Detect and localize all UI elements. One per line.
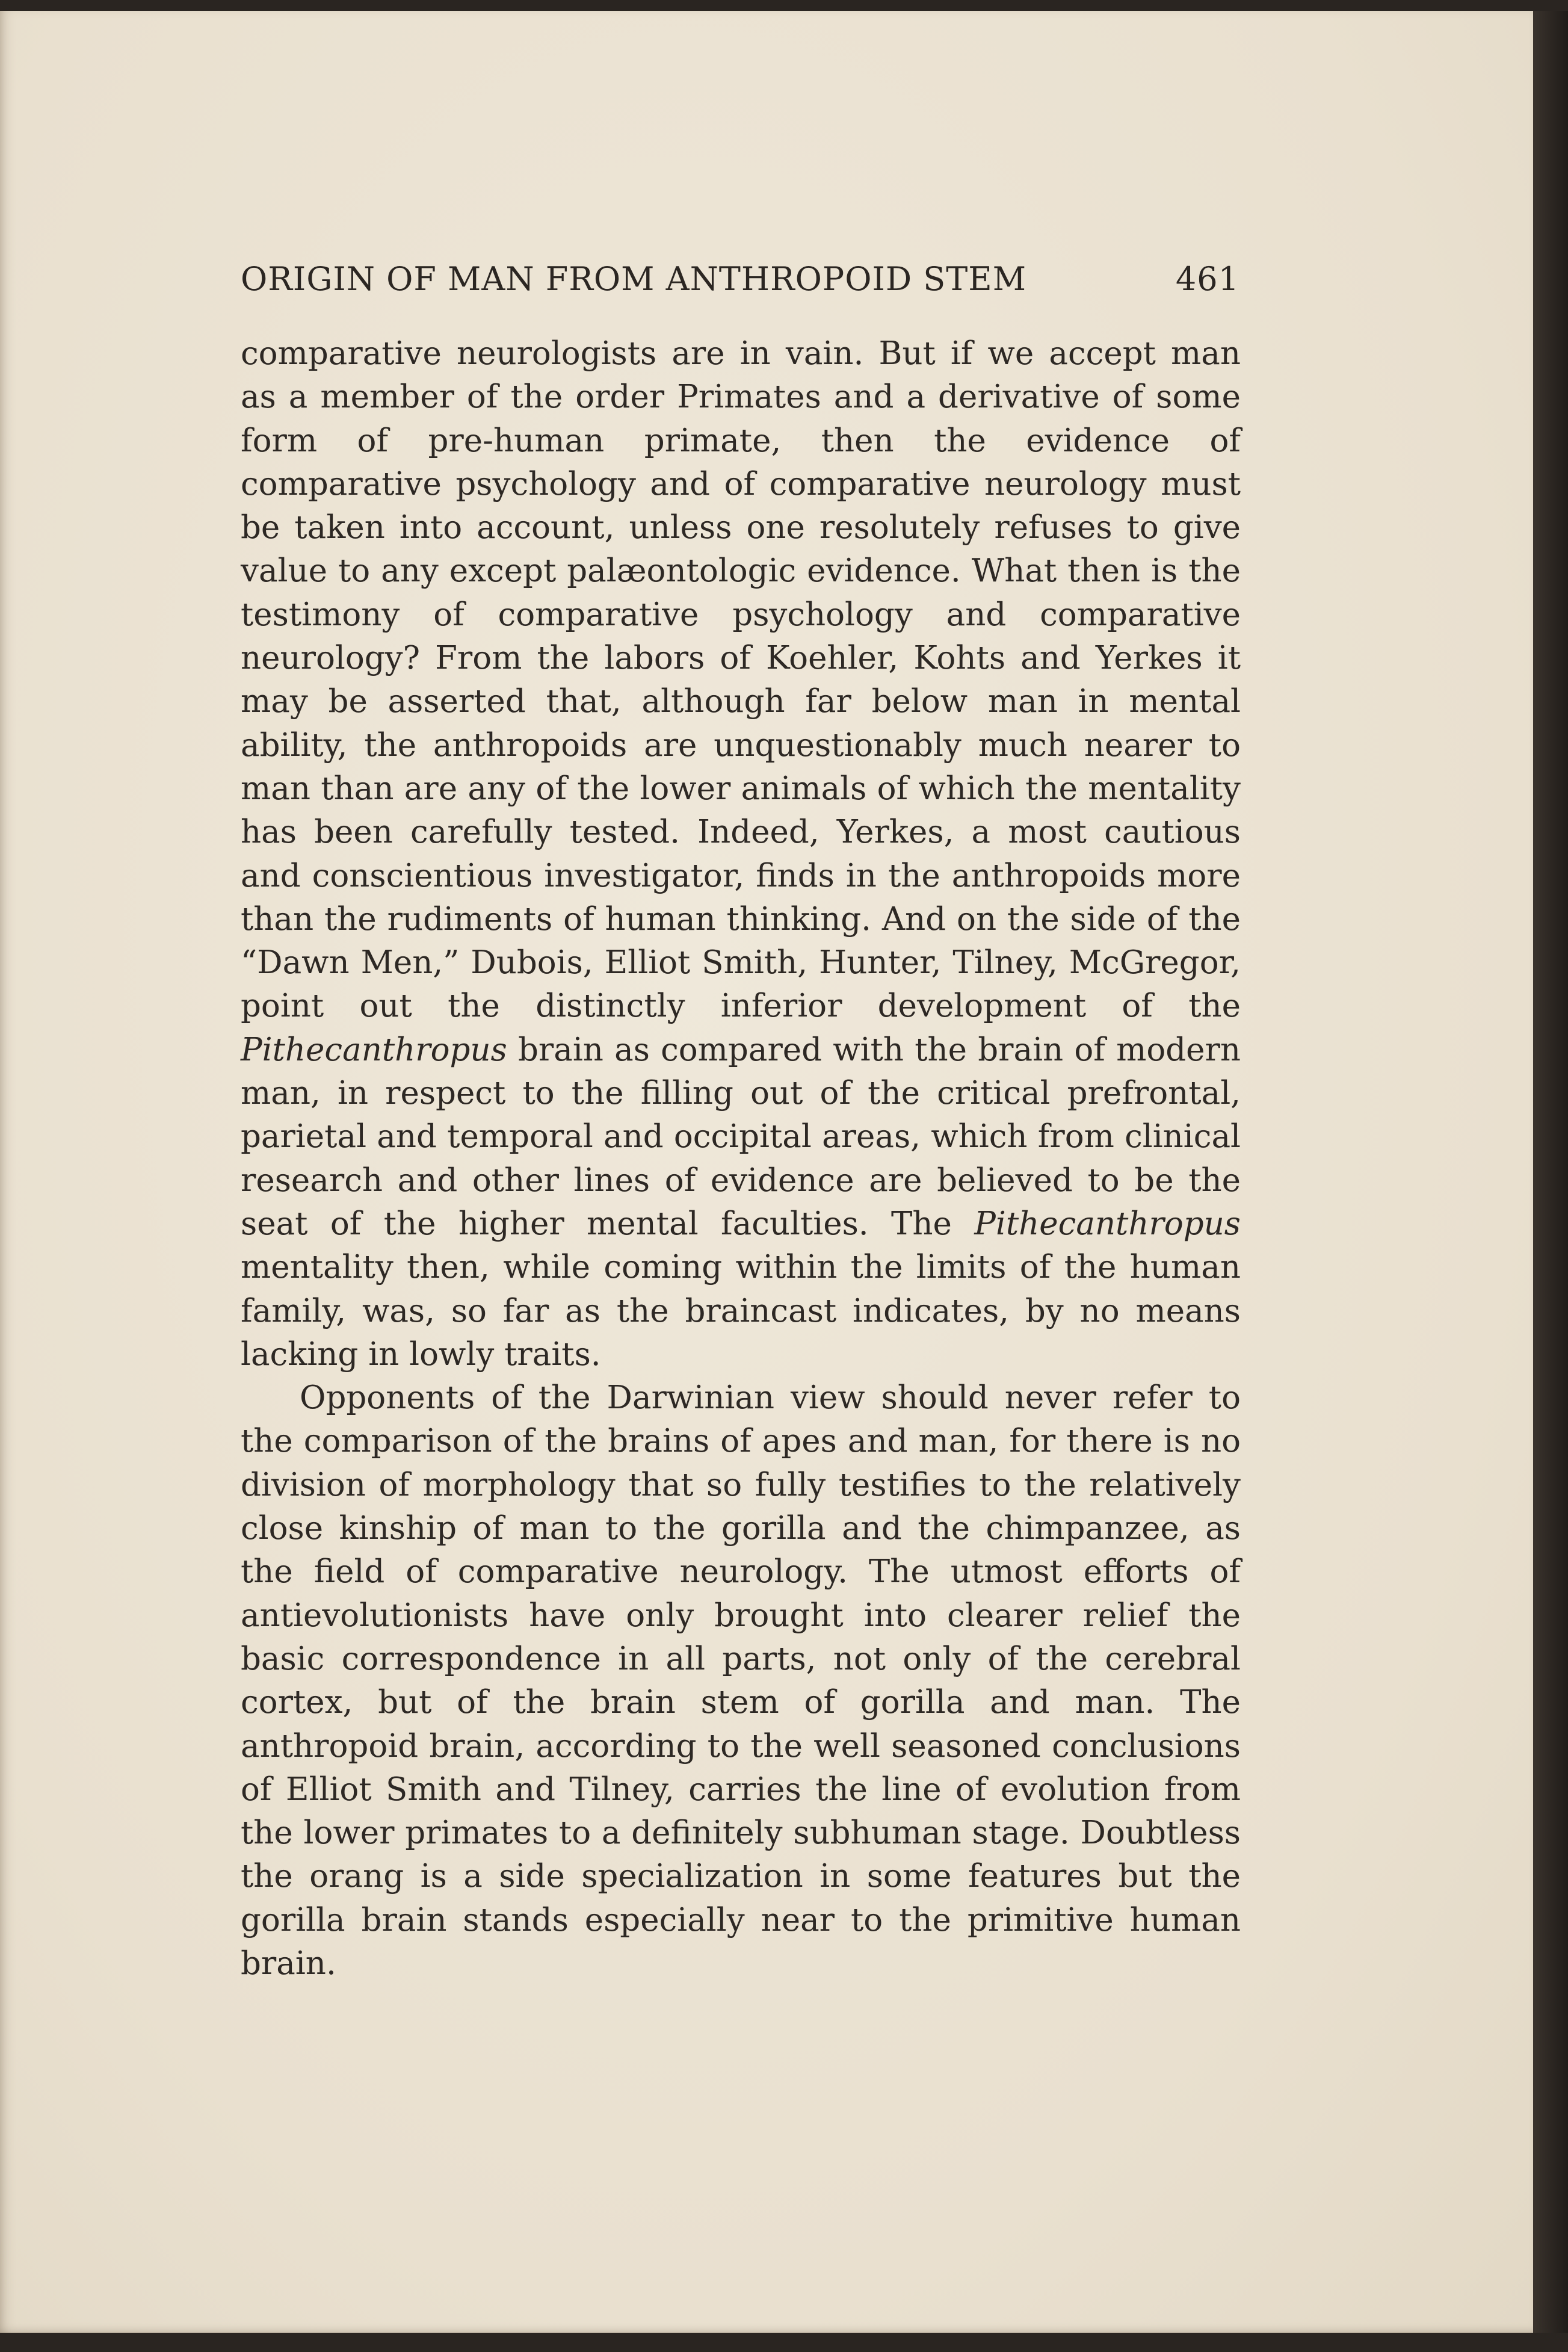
- paragraph-1: [241, 332, 1241, 1376]
- paragraph-2: Opponents of the Darwinian view should never refer to the comparison of the brains of apes and man, for there is no division of morphology that so fully testifies to the relatively close kinship of man to the gorilla and the chimpanzee, as the field of comparative neurology. The utmost efforts of antievolutionists have only brought into clearer relief the basic correspondence in all parts, not only of the cerebral cortex, but of the brain stem of gorilla and man. The anthropoid brain, according to the well seasoned conclusions of Elliot Smith and Tilney, carries the line of evolution from the lower primates to a definitely subhuman stage. Doubtless the orang is a side specialization in some features but the gorilla brain stands especially near to the primitive human brain.: [241, 1379, 1241, 1982]
- paragraph-1-text-e: mentality then, while coming within the limits of the human family, was, so far as the braincast indicates, by no means lacking in lowly traits.: [241, 1249, 1241, 1373]
- page-edge: [1533, 11, 1568, 2333]
- paragraph-1-text-a: comparative neurologists are in vain. But if we accept man as a member of the order Primates and a derivative of some form of pre-human primate, then the evidence of comparative psychology and of comparative neurology must be taken into account, unless one resolutely refuses to give value to any except palæontologic evidence. What then is the testimony of comparative psychology and comparative neurology? From the labors of Koehler, Kohts and Yerkes it may be asserted that, although far below man in mental ability, the anthropoids are unquestionably much nearer to man than are any of the lower animals of which the mentality has been carefully tested. Indeed, Yerkes, a most cautious and conscientious investigator, finds in the anthropoids more than the rudiments of human thinking. And on the side of the “Dawn Men,” Dubois, Elliot Smith, Hunter, Tilney, McGregor, point out the distinctly inferior development of the: [241, 335, 1241, 1025]
- paragraph-1-text-c: brain as compared with the brain of modern man, in respect to the filling out of the critical prefrontal, parietal and temporal and occipital areas, which from clinical research and other lines of evidence are believed to be the seat of the higher mental faculties. The: [241, 1031, 1241, 1242]
- running-head-title: ORIGIN OF MAN FROM ANTHROPOID STEM: [241, 260, 1027, 298]
- body-text: [241, 332, 1241, 1985]
- italic-pithecanthropus-2: Pithecanthropus: [974, 1205, 1241, 1242]
- italic-pithecanthropus-1: Pithecanthropus: [241, 1031, 507, 1068]
- page-number: 461: [1175, 260, 1239, 298]
- running-head: [241, 260, 1239, 308]
